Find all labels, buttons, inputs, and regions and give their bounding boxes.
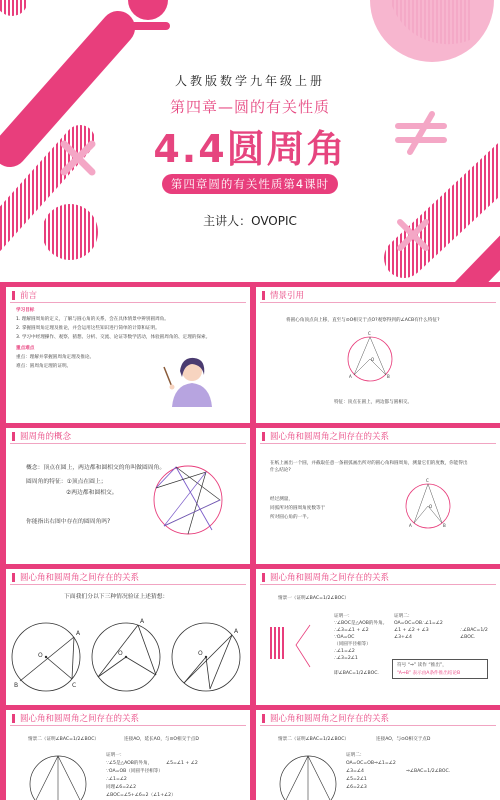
- teacher-illustration: [162, 349, 222, 409]
- label-o: O: [429, 504, 433, 509]
- proof-conclusion: ⇒∠BAC=1/2∠BOC.: [406, 769, 451, 774]
- slide-title: 前言: [20, 291, 38, 301]
- proof-4: ∠6=2∠3: [346, 785, 367, 790]
- proof-0: 证明一：: [106, 753, 125, 758]
- cover-chapter-text: 第四章—圆的有关性质: [169, 98, 330, 116]
- relation-result-3: 所对圆心角的一半。: [270, 515, 312, 520]
- proof-a-5: ∴∠1=∠2: [334, 649, 355, 654]
- case2-label-a: A: [140, 618, 145, 625]
- proof-b-3: ∠3+∠4: [394, 635, 412, 640]
- proof-4: ∴∠1=∠2: [106, 777, 127, 782]
- slide-case-two-a[interactable]: [6, 710, 250, 800]
- case-one-diagram: [270, 617, 330, 677]
- proof-b-0: 证明二：: [394, 614, 413, 619]
- slide-header: [10, 712, 246, 726]
- concept-question: 你能指出右图中存在的圆周角吗?: [26, 519, 111, 525]
- relation-result-1: 经过测量，: [270, 497, 293, 502]
- key-point: 重点：理解并掌握圆周角定理及推论。: [16, 355, 95, 360]
- cover-subtitle-badge: 第四章圆的有关性质第4课时: [162, 174, 338, 194]
- header-marker: [262, 432, 265, 441]
- case3-label-a: A: [234, 628, 239, 635]
- label-b: B: [387, 374, 390, 379]
- header-marker: [12, 573, 15, 582]
- cover-presenter: 主讲人：OVOPIC: [203, 214, 297, 228]
- proof-a-6: ∴∠3=2∠1: [334, 656, 358, 661]
- slide-header: [10, 430, 246, 444]
- concept-feature-2: ②两边都和圆相交。: [66, 490, 118, 496]
- case-title: 情景二（证明∠BAC=1/2∠BOC）: [28, 737, 99, 742]
- circle-diagram: [340, 331, 420, 391]
- label-c: C: [426, 478, 429, 483]
- header-marker: [12, 291, 15, 300]
- case-title: 情景一（证明∠BAC=1/2∠BOC）: [278, 596, 349, 601]
- label-a: A: [409, 523, 412, 528]
- case-extend: 连接AO，延长AO，与⊙O相交于点D: [124, 737, 199, 742]
- header-marker: [12, 714, 15, 723]
- proof-a-conclusion: 即∠BAC=1/2∠BOC.: [334, 671, 379, 676]
- proof-3: ∠5=2∠1: [346, 777, 367, 782]
- slide-title: 圆周角的概念: [20, 432, 72, 442]
- cover-slide[interactable]: [0, 0, 500, 282]
- slide-header: [10, 571, 246, 585]
- case-title: 情景二（证明∠BAC=1/2∠BOC）: [278, 737, 349, 742]
- label-o: O: [371, 357, 375, 362]
- slide-case-one[interactable]: [256, 569, 500, 705]
- proof-b-conclusion: ∴∠BAC=1/2: [460, 628, 488, 633]
- cases-intro: 下面我们分以下三种情况验证上述猜想：: [64, 594, 169, 600]
- goal-2: 2. 掌握圆周角定理及推论，并会运用这些知识进行简单的计算和证明。: [16, 326, 160, 331]
- proof-a-0: 证明一：: [334, 614, 353, 619]
- slide-relation-measure[interactable]: [256, 428, 500, 564]
- cover-series-text: 人教版数学九年级上册: [174, 74, 325, 88]
- slide-title: 圆心角和圆周角之间存在的关系: [270, 432, 390, 442]
- inscribed-angles-diagram: [148, 460, 238, 550]
- central-inscribed-diagram: [402, 480, 472, 550]
- relation-intro: 在纸上画出一个圆，并截取任意一条圆弧画出所对的圆心角和圆周角，测量它们的度数，你能得出什么结论?: [270, 461, 468, 473]
- scenario-question: 将圆心角顶点向上移，直至与⊙O相交于点O?观察得到的∠ACB有什么特征?: [286, 318, 440, 323]
- header-marker: [262, 714, 265, 723]
- proof-a-2: ∴∠3=∠1 + ∠2: [334, 628, 369, 633]
- proof-5: 同理∠6=2∠2: [106, 785, 137, 790]
- proof-a-1: ∵∠BOC是△AOB的外角。: [334, 621, 388, 626]
- slide-header: [260, 712, 496, 726]
- goal-1: 1. 理解圆周角的定义，了解与圆心角的关系，会在具体情景中辨别圆周角。: [16, 317, 169, 322]
- slide-title: 圆心角和圆周角之间存在的关系: [20, 573, 140, 583]
- concept-feature-1: 圆周角的特征：①顶点在圆上；: [26, 479, 107, 485]
- relation-result-2: 同弧所对的圆周角度数等于: [270, 506, 326, 511]
- case-extend: 连接AO，与⊙O相交于点D: [376, 737, 431, 742]
- three-cases-diagram: [6, 605, 246, 705]
- slide-title: 圆心角和圆周角之间存在的关系: [270, 714, 390, 724]
- slide-scenario[interactable]: [256, 287, 500, 423]
- proof-3: ∵OA=OB（同圆半径相等）: [106, 769, 163, 774]
- header-marker: [262, 291, 265, 300]
- case1-label-a: A: [76, 630, 81, 637]
- slide-header: [10, 289, 246, 303]
- slide-case-two-b[interactable]: [256, 710, 500, 800]
- proof-a-3: ∵OA=OC: [334, 635, 355, 640]
- case-two-diagram: [278, 752, 338, 800]
- label-a: A: [349, 374, 352, 379]
- cover-title: 4.4圆周角: [153, 127, 347, 171]
- note-line-1: 符号 “⇒” 读作 “推出”，: [397, 663, 447, 668]
- slide-title: 情景引用: [270, 291, 305, 301]
- proof-0: 证明二：: [346, 753, 365, 758]
- label-c: C: [368, 331, 371, 336]
- proof-1: OA=OC=OB⇒∠1=∠2: [346, 761, 396, 766]
- proof-2: ∠3=∠4: [346, 769, 364, 774]
- note-box: [392, 659, 488, 679]
- slide-title: 圆心角和圆周角之间存在的关系: [20, 714, 140, 724]
- slide-header: [260, 430, 496, 444]
- case2-label-o: O: [118, 650, 123, 657]
- slide-preface[interactable]: [6, 287, 250, 423]
- scenario-feature: 特征：顶点在圆上，两边都与圆相交。: [334, 400, 413, 405]
- case1-label-o: O: [38, 652, 43, 659]
- case1-label-b: B: [14, 682, 19, 689]
- proof-b-2: ∠1 + ∠2 + ∠3: [394, 628, 429, 633]
- case1-label-c: C: [72, 682, 77, 689]
- proof-b-1: OA=OC=OB∴∠1=∠2: [394, 621, 443, 626]
- section-key-label: 重点难点: [16, 346, 35, 351]
- proof-b-conclusion-tail: ∠BOC.: [460, 635, 476, 640]
- header-marker: [262, 573, 265, 582]
- label-b: B: [443, 523, 446, 528]
- proof-1: ∵∠5是△AOB的外角，: [106, 761, 153, 766]
- slide-header: [260, 571, 496, 585]
- case-two-diagram: [28, 752, 88, 800]
- slide-three-cases[interactable]: [6, 569, 250, 705]
- slide-title: 圆心角和圆周角之间存在的关系: [270, 573, 390, 583]
- proof-6: ∠BOC=∠5+∠6=2（∠1+∠2）: [106, 793, 176, 798]
- slide-header: [260, 289, 496, 303]
- header-marker: [12, 432, 15, 441]
- proof-2: ∠5=∠1 + ∠2: [166, 761, 198, 766]
- slide-concept[interactable]: [6, 428, 250, 564]
- case3-label-o: O: [198, 650, 203, 657]
- concept-definition: 概念：顶点在圆上，两边都和圆相交的角叫做圆周角。: [26, 465, 166, 471]
- proof-a-4: （同圆半径相等）: [334, 642, 371, 647]
- goal-3: 3. 学习中经理操作、观察、猜想、分析、交流、论证等数学活动，体验圆周角的、定理的探索。: [16, 335, 211, 340]
- note-line-2: “A⇒B” 表示由A条件推出结论B: [397, 671, 461, 676]
- section-goals-label: 学习目标: [16, 308, 35, 313]
- difficulty: 难点：圆周角定理的证明。: [16, 364, 72, 369]
